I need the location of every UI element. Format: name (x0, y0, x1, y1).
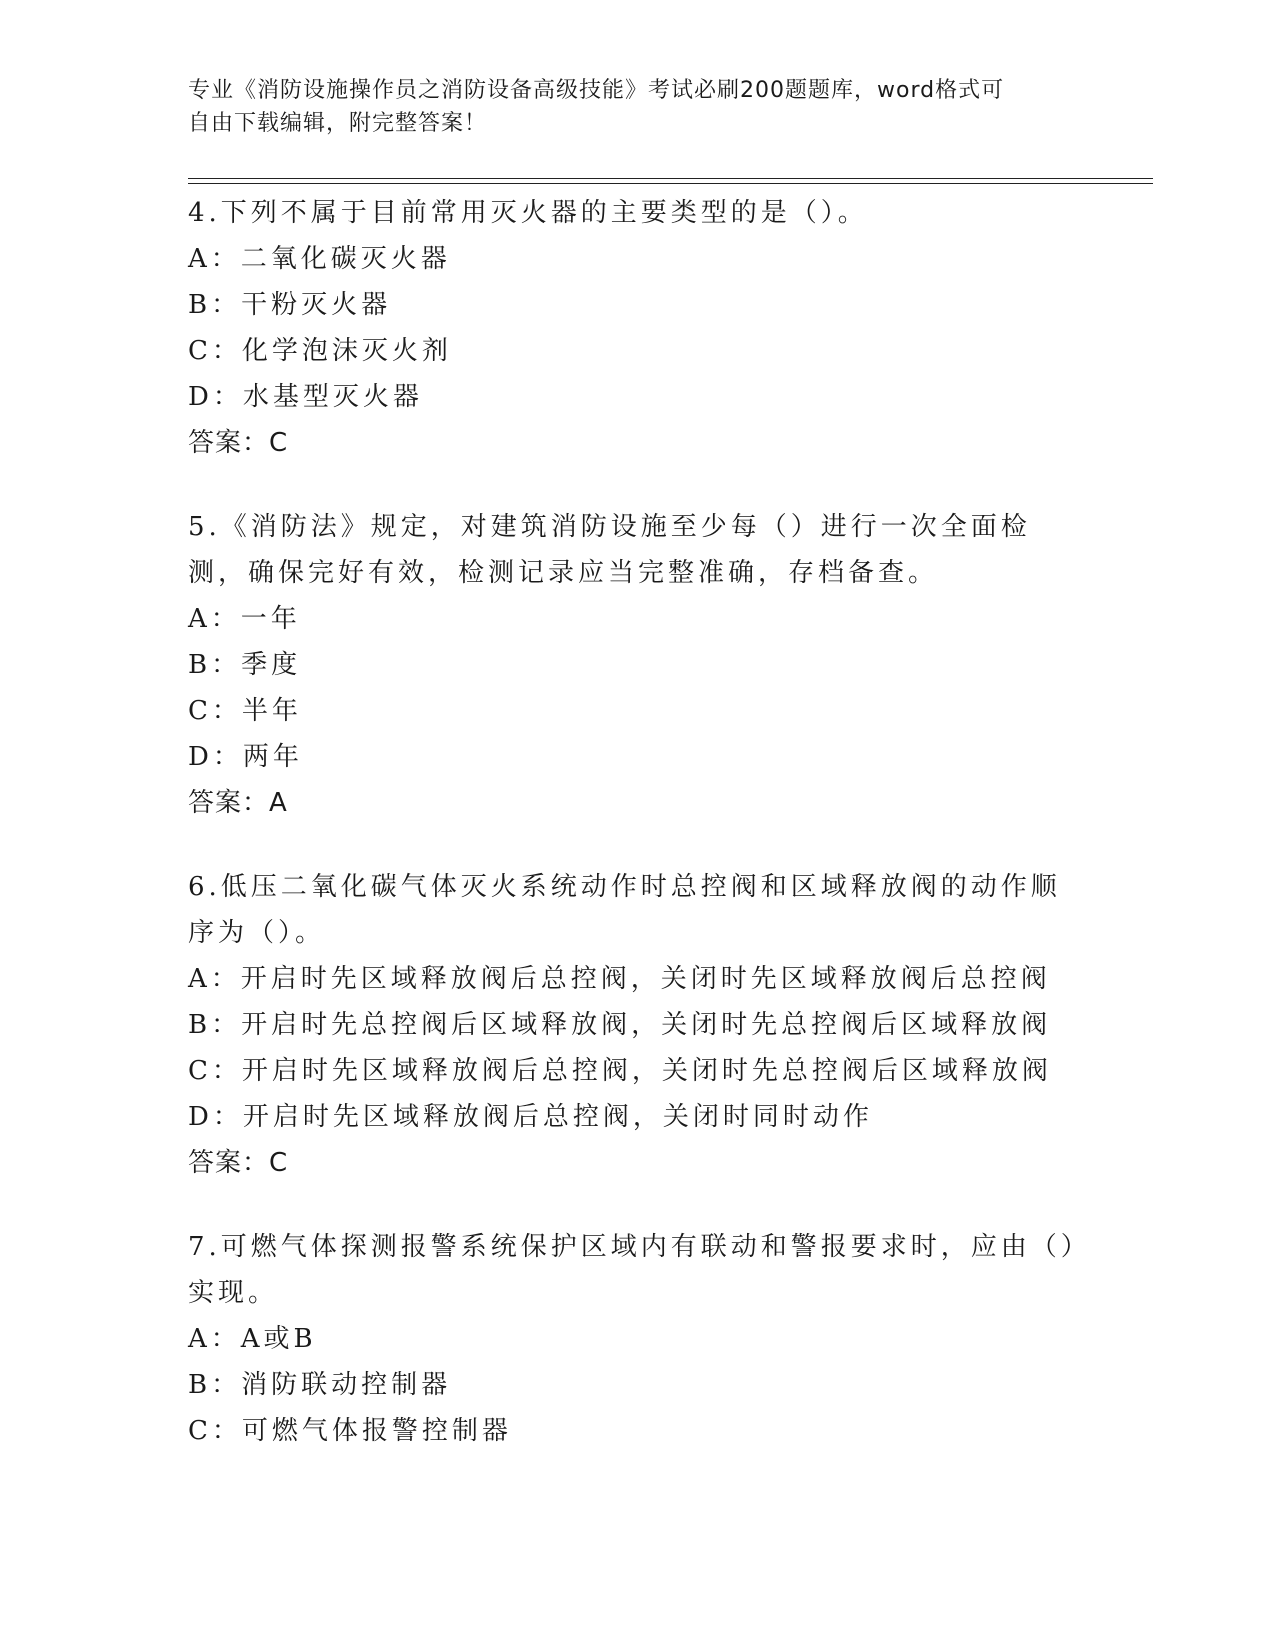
option-a: A：A或B (188, 1324, 317, 1354)
option-c: C：可燃气体报警控制器 (188, 1416, 512, 1446)
option-b: B：开启时先总控阀后区域释放阀，关闭时先总控阀后区域释放阀 (188, 1010, 1052, 1040)
option-b: B：消防联动控制器 (188, 1370, 452, 1400)
header-line-1: 专业《消防设施操作员之消防设备高级技能》考试必刷200题题库，word格式可 (188, 78, 1005, 103)
option-b: B：干粉灭火器 (188, 290, 392, 320)
option-a: A：二氧化碳灭火器 (188, 244, 451, 274)
option-d: D：开启时先区域释放阀后总控阀，关闭时同时动作 (188, 1102, 873, 1132)
option-c: C：化学泡沫灭火剂 (188, 336, 452, 366)
header-line-2: 自由下载编辑，附完整答案！ (188, 111, 488, 136)
question-7 (188, 1224, 1088, 1454)
question-text: 6.低压二氧化碳气体灭火系统动作时总控阀和区域释放阀的动作顺序为（）。 (188, 872, 1061, 948)
option-a: A：一年 (188, 604, 301, 634)
option-d: D：水基型灭火器 (188, 382, 423, 412)
answer: 答案：A (188, 788, 288, 818)
answer: 答案：C (188, 1148, 289, 1178)
question-5 (188, 504, 1088, 826)
question-text: 4.下列不属于目前常用灭火器的主要类型的是（）。 (188, 198, 868, 228)
option-b: B：季度 (188, 650, 302, 680)
question-text: 7.可燃气体探测报警系统保护区域内有联动和警报要求时，应由（）实现。 (188, 1232, 1078, 1308)
option-c: C：开启时先区域释放阀后总控阀，关闭时先总控阀后区域释放阀 (188, 1056, 1052, 1086)
header-divider-bottom (188, 183, 1153, 184)
header-divider-top (188, 178, 1153, 179)
document-header (188, 74, 1068, 140)
option-c: C：半年 (188, 696, 302, 726)
question-4 (188, 190, 1088, 466)
question-text: 5.《消防法》规定，对建筑消防设施至少每（）进行一次全面检测，确保完好有效，检测记录应当完整准确，存档备查。 (188, 512, 1031, 588)
option-d: D：两年 (188, 742, 303, 772)
question-list (188, 190, 1088, 1492)
answer: 答案：C (188, 428, 289, 458)
question-6 (188, 864, 1088, 1186)
option-a: A：开启时先区域释放阀后总控阀，关闭时先区域释放阀后总控阀 (188, 964, 1051, 994)
